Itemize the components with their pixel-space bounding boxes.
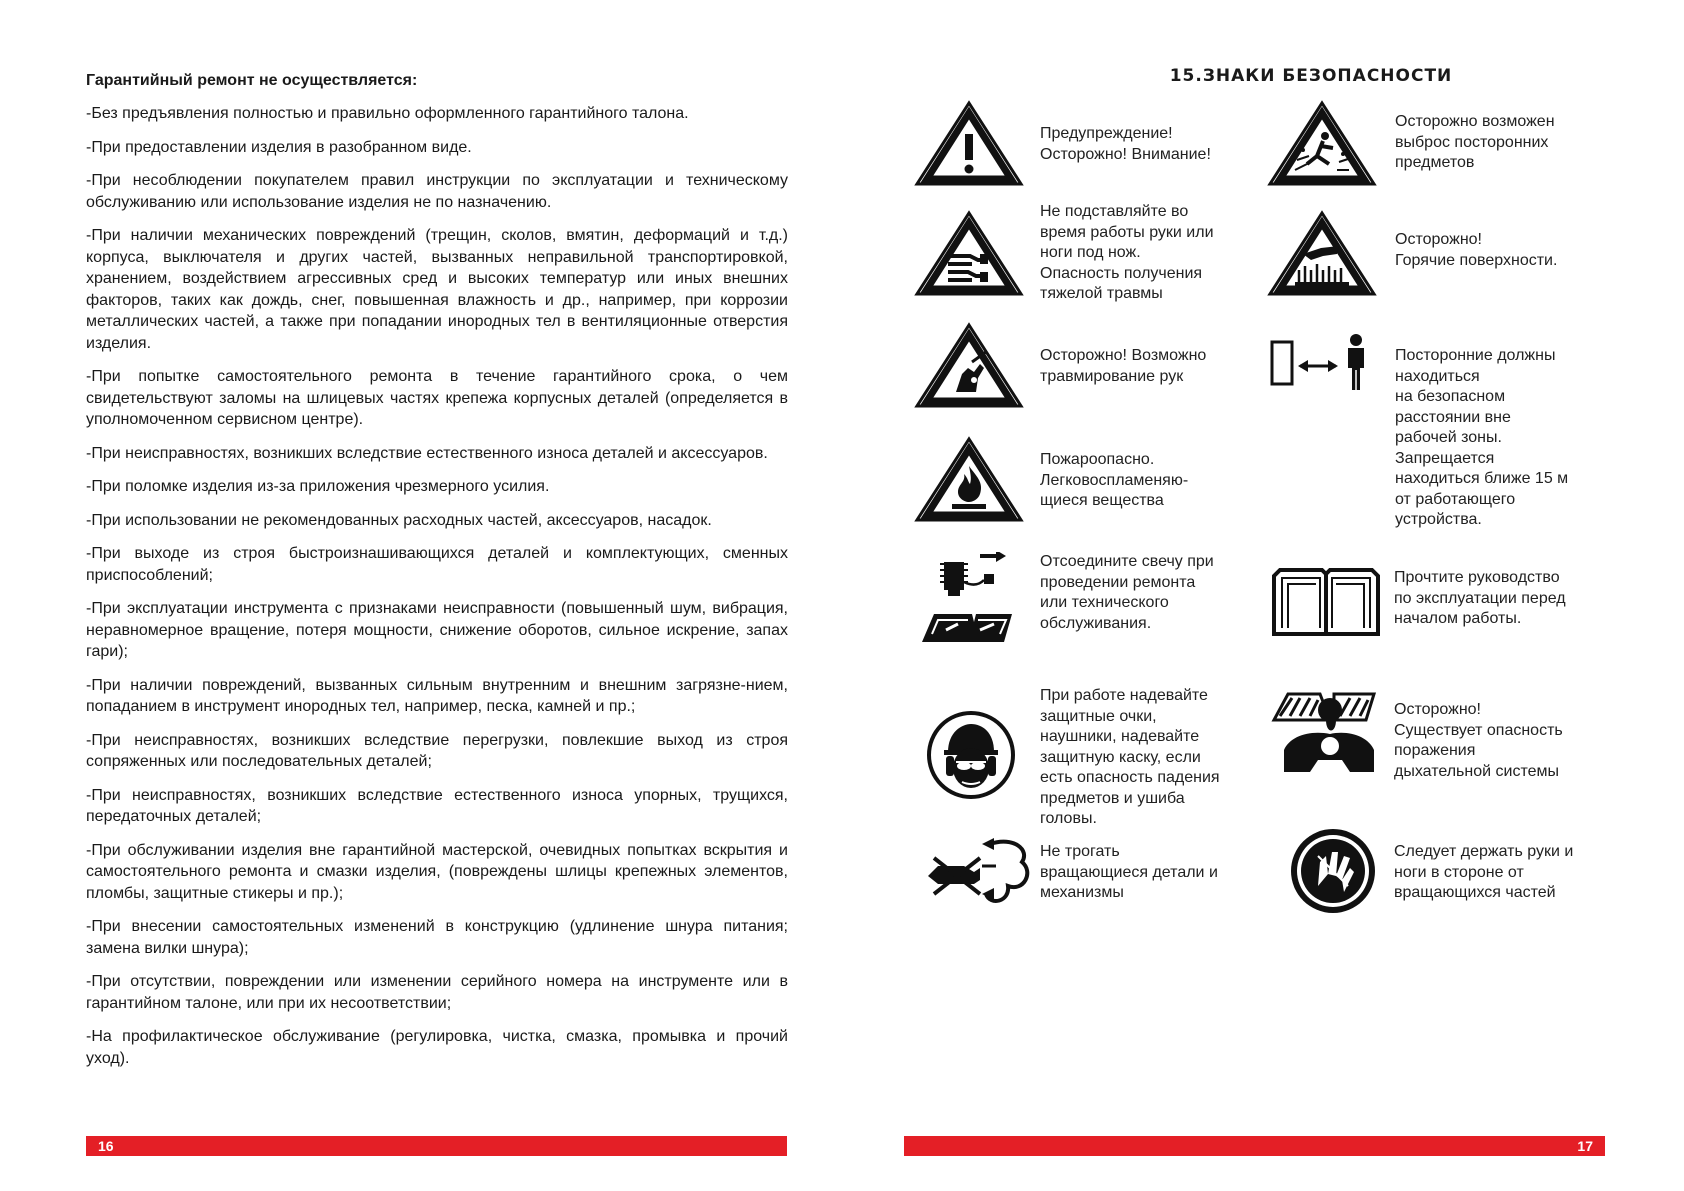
warranty-item: -При эксплуатации инструмента с признаками неисправности (повышенный шум, вибрация, неравномерное вращение, потеря мощности, снижение оборотов, сильное искрение, запах гари); [86,600,788,660]
sign-fire-text: Пожароопасно. Легковоспламеняю- щиеся вещества [1040,451,1189,509]
warning-triangle-icon [914,100,1024,188]
sign-ppe-text: При работе надевайте защитные очки, наушники, надевайте защитную каску, если есть опасность падения предметов и ушиба головы. [1040,687,1220,827]
warranty-item: -При выходе из строя быстроизнашивающихся деталей и комплектующих, сменных приспособлений; [86,545,788,584]
warranty-item: -При наличии повреждений, вызванных сильным внутренним и внешним загрязне-нием, попаданием в инструмент инородных тел, например, песка, камней и пр.; [86,676,788,715]
sign-rotating-text: Не трогать вращающиеся детали и механизмы [1040,843,1218,901]
protective-equipment-icon [926,710,1016,800]
blade-hand-foot-icon [914,210,1024,298]
warranty-item: -При использовании не рекомендованных расходных частей, аксессуаров, насадок. [86,511,712,529]
warranty-item: -При неисправностях, возникших вследствие естественного износа упорных, трущихся, передаточных деталей; [86,786,788,825]
disconnect-spark-plug-icon [918,552,1018,646]
warranty-item: -Без предъявления полностью и правильно оформленного гарантийного талона. [86,105,689,122]
warranty-item: -При несоблюдении покупателем правил инструкции по эксплуатации и техническому обслуживанию или использование изделия не по назначению. [86,172,788,211]
sign-hands-text: Осторожно! Возможно травмирование рук [1040,347,1207,385]
sign-warning-text: Предупреждение! Осторожно! Внимание! [1040,125,1211,163]
warranty-item: -При неисправностях, возникших вследствие перегрузки, повлекшие выход из строя сопряженных или последовательных деталей; [86,731,788,770]
footer-bar-left [86,1136,787,1156]
hot-surface-icon [1267,210,1377,298]
right-page [842,0,1684,1191]
page-number-right: 17 [1577,1138,1593,1154]
flying-debris-icon [1267,100,1377,188]
sign-feet-text: Не подставляйте во время работы руки или ноги под нож. Опасность получения тяжелой травмы [1040,203,1214,302]
sign-spark-text: Отсоедините свечу при проведении ремонта или технического обслуживания. [1040,553,1214,632]
respiratory-hazard-icon [1270,690,1380,774]
flammable-icon [914,436,1024,524]
warranty-item: -При отсутствии, повреждении или изменении серийного номера на инструменте или в гарантийном талоне, или при их несоответствии; [86,973,788,1012]
warranty-item: -При попытке самостоятельного ремонта в течение гарантийного срока, о чем свидетельствуют заломы на шлицевых частях крепежа корпусных деталей (определяется в уполномоченном сервисном центре). [86,368,788,428]
warranty-heading: Гарантийный ремонт не осуществляется: [86,72,418,89]
sign-breath-text: Осторожно! Существует опасность поражения дыхательной системы [1394,701,1563,780]
sign-manual-text: Прочтите руководство по эксплуатации перед началом работы. [1394,569,1566,627]
warranty-item: -При обслуживании изделия вне гарантийной мастерской, очевидных попытках вскрытия и самостоятельного ремонта и смазки изделия, (повреждены шлицы крепежных элементов, пломбы, защитные стикеры и пр.); [86,841,788,902]
keep-hands-away-icon [1288,826,1378,916]
warranty-item: -При внесении самостоятельных изменений в конструкцию (удлинение шнура питания; замена вилки шнура); [86,918,788,957]
warranty-item: -При неисправностях, возникших вследствие естественного износа деталей и аксессуаров. [86,444,768,462]
read-manual-icon [1272,564,1380,636]
rotating-parts-icon [924,836,1032,908]
sign-keep-away-text: Следует держать руки и ноги в стороне от вращающихся частей [1394,843,1574,901]
sign-debris-text: Осторожно возможен выброс посторонних предметов [1395,113,1555,171]
warranty-item: -При предоставлении изделия в разобранном виде. [86,138,472,156]
warranty-item: -При поломке изделия из-за приложения чрезмерного усилия. [86,478,550,495]
sign-distance-text: Посторонние должны находиться на безопасном расстоянии вне рабочей зоны. Запрещается находиться ближе 15 м от работающего устройства. [1395,347,1569,528]
page-number-left: 16 [98,1138,114,1154]
section-title: 15.ЗНАКИ БЕЗОПАСНОСТИ [1169,66,1453,86]
warranty-section [86,70,788,1081]
warranty-item: -При наличии механических повреждений (трещин, сколов, вмятин, деформаций и т.д.) корпуса, выключателя и других частей, вызванных неправильной транспортировкой, хранением, воздействием агрессивных сред и высоких температур или иных внешних факторов, таких как дождь, снег, повышенная влажность и др., например, при коррозии металлических частей, а также при попадании инородных тел в вентиляционные отверстия изделия. [86,227,788,352]
footer-bar-right [904,1136,1605,1156]
hand-injury-icon [914,322,1024,410]
warranty-item: -На профилактическое обслуживание (регулировка, чистка, смазка, промывка и прочий уход). [86,1028,788,1067]
safe-distance-icon [1270,330,1380,396]
sign-hot-text: Осторожно! Горячие поверхности. [1395,231,1558,269]
